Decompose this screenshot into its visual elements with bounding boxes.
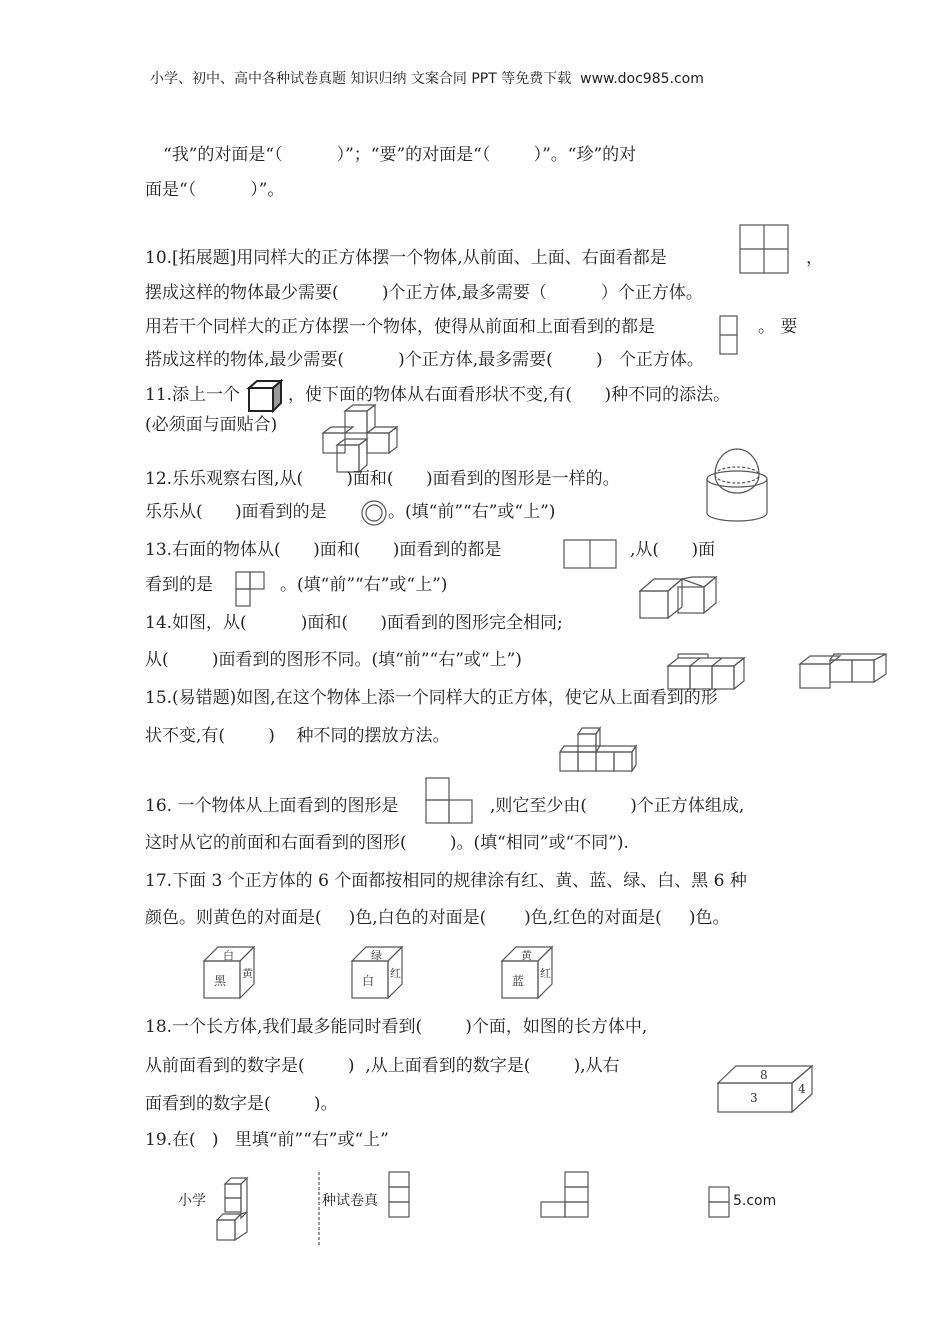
q10-line1: 10.[拓展题]用同样大的正方体摆一个物体,从前面、上面、右面看都是 — [145, 248, 667, 268]
q11-line1: 11.添上一个 — [145, 385, 241, 405]
q18-line3: 面看到的数字是( )。 — [145, 1094, 338, 1114]
cuboid-right-number: 4 — [798, 1082, 806, 1096]
q10-line3-end: 。 要 — [758, 317, 798, 337]
q17-line2: 颜色。则黄色的对面是( )色,白色的对面是( )色,红色的对面是( )色。 — [145, 908, 730, 928]
q13-line1: 13.右面的物体从( )面和( )面看到的都是 — [145, 540, 502, 560]
cuboid-figure — [718, 1066, 814, 1114]
q19-view-vertical-3 — [389, 1172, 410, 1217]
q10-line4: 搭成这样的物体,最少需要( )个正方体,最多需要( ) 个正方体。 — [145, 350, 704, 370]
q17-line1: 17.下面 3 个正方体的 6 个面都按相同的规律涂有红、黄、蓝、绿、白、黑 6 种 — [145, 871, 747, 891]
q12-line2: 乐乐从( )面看到的是 — [145, 502, 327, 522]
q14-figure-right — [800, 654, 888, 690]
cube1-right: 黄 — [242, 967, 253, 980]
q19-stacked-cubes-figure — [217, 1176, 261, 1242]
q9-line2: 面是“（ ）”。 — [145, 180, 285, 200]
q13-line2-rest: 。(填“前”“右”或“上”) — [280, 575, 448, 595]
q18-line2: 从前面看到的数字是( ) ,从上面看到的数字是( ),从右 — [145, 1056, 620, 1076]
two-squares-figure — [564, 540, 616, 568]
cube3-front: 蓝 — [512, 974, 525, 988]
cuboid-front-number: 3 — [750, 1091, 758, 1105]
vertical-2-squares-figure — [720, 316, 737, 354]
q15-cubes-figure — [560, 726, 636, 772]
color-cube-2 — [352, 947, 406, 999]
q16-line1-rest: ,则它至少由( )个正方体组成, — [490, 796, 745, 816]
cube3-right: 红 — [540, 967, 551, 980]
watermark-header: 小学、初中、高中各种试卷真题 知识归纳 文案合同 PPT 等免费下载 www.doc985.com — [150, 71, 704, 87]
q18-line1: 18.一个长方体,我们最多能同时看到( )个面，如图的长方体中, — [145, 1017, 648, 1037]
q14-figure-left — [668, 654, 746, 690]
q15-line1: 15.(易错题)如图,在这个物体上添一个同样大的正方体，使它从上面看到的形 — [145, 688, 718, 708]
q13-line2: 看到的是 — [145, 575, 213, 595]
q16-top-view-figure — [426, 778, 472, 823]
q13-cubes-figure — [640, 577, 718, 619]
q16-line2: 这时从它的前面和右面看到的图形( )。(填“相同”或“不同”). — [145, 833, 629, 853]
q13-line1-rest: ,从( )面 — [630, 540, 716, 560]
cube2-front: 白 — [362, 974, 375, 988]
hemisphere-on-cylinder-figure — [705, 443, 769, 523]
q10-line3: 用若干个同样大的正方体摆一个物体，使得从前面和上面看到的都是 — [145, 317, 655, 337]
q19-view-vertical-2 — [709, 1187, 730, 1217]
q16-line1: 16. 一个物体从上面看到的图形是 — [145, 796, 399, 816]
cuboid-top-number: 8 — [760, 1068, 768, 1082]
watermark-text-3: 5.com — [733, 1193, 777, 1209]
square-2x2-figure — [740, 225, 788, 273]
color-cube-1 — [204, 947, 258, 999]
q14-line2: 从( )面看到的图形不同。(填“前”“右”或“上”) — [145, 650, 522, 670]
cube1-front: 黑 — [214, 974, 227, 988]
q11-line1-rest: ，使下面的物体从右面看形状不变,有( )种不同的添法。 — [288, 385, 731, 405]
q12-line1: 12.乐乐观察右图,从( )面和( )面看到的图形是一样的。 — [145, 469, 620, 489]
cube1-top: 白 — [223, 949, 234, 962]
concentric-circles-figure — [361, 500, 387, 526]
cube-icon — [249, 381, 283, 411]
q15-line2: 状不变,有( ) 种不同的摆放方法。 — [145, 726, 450, 746]
q9-line1: “我”的对面是“（ ）”；“要”的对面是“（ ）”。“珍”的对 — [163, 145, 637, 165]
q10-line2: 摆成这样的物体最少需要( )个正方体,最多需要（ ）个正方体。 — [145, 283, 703, 303]
q12-line2-rest: 。(填“前”“右”或“上”) — [388, 502, 556, 522]
dashed-divider — [318, 1172, 320, 1246]
q14-line1: 14.如图，从( )面和( )面看到的图形完全相同; — [145, 613, 563, 633]
q10-line1-comma: ， — [806, 248, 823, 268]
q11-line2: (必须面与面贴合) — [145, 415, 278, 435]
cube3-top: 黄 — [521, 949, 532, 962]
cube2-top: 绿 — [371, 949, 382, 962]
watermark-text-2: 种试卷真 — [322, 1193, 378, 1209]
cube2-right: 红 — [390, 967, 401, 980]
watermark-text-1: 小学 — [178, 1193, 206, 1209]
q19-line1: 19.在( ) 里填“前”“右”或“上” — [145, 1130, 389, 1150]
q11-cube-stack-figure — [323, 405, 399, 473]
color-cube-3 — [502, 947, 556, 999]
l-shape-squares-figure — [236, 572, 265, 606]
q19-view-l-shape — [541, 1172, 589, 1217]
